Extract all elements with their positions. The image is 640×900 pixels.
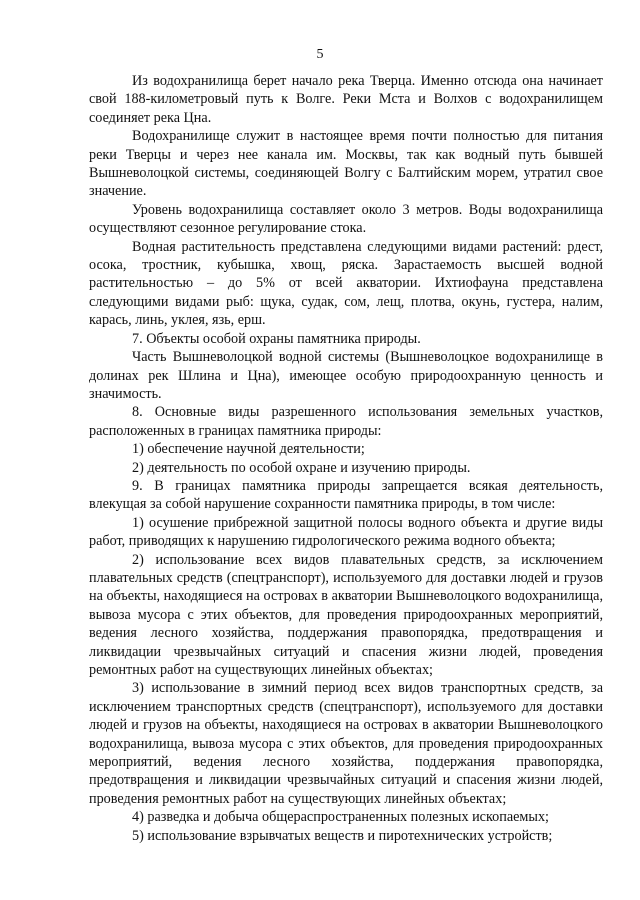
list-item: 2) использование всех видов плавательных средств, за исключением плавательных средств (спецтранспорт), используемого для доставки людей и грузов на объекты, находящиеся на островах в акватории Вышневолоцкого водохранилища, вывоза мусора с этих объектов, для проведения природоохранных мероприятий, ведения лесного хозяйства, поддержания правопорядка, предотвращения и ликвидации чрезвычайных ситуаций и спасения жизни людей, проведения ремонтных работ на существующих линейных объектах; bbox=[89, 551, 603, 678]
section-9-heading: 9. В границах памятника природы запрещается всякая деятельность, влекущая за собой нарушение сохранности памятника природы, в том числе: bbox=[89, 477, 603, 513]
list-item: 5) использование взрывчатых веществ и пиротехнических устройств; bbox=[132, 827, 553, 844]
paragraph-protected-object: Часть Вышневолоцкой водной системы (Вышневолоцкое водохранилище в долинах рек Шлина и Цна), имеющее особую природоохранную ценность и значимость. bbox=[89, 349, 603, 402]
list-item: 1) обеспечение научной деятельности; bbox=[132, 441, 365, 458]
list-item: 1) осушение прибрежной защитной полосы водного объекта и другие виды работ, приводящих к нарушению гидрологического режима водного объекта; bbox=[89, 514, 603, 550]
list-item: 3) использование в зимний период всех видов транспортных средств, за исключением транспортных средств (спецтранспорт), используемого для доставки людей и грузов на объекты, находящиеся на островах в акватории Вышневолоцкого водохранилища, вывоза мусора с этих объектов, для проведения природоохранных мероприятий, ведения лесного хозяйства, поддержания правопорядка, предотвращения и ликвидации чрезвычайных ситуаций и спасения жизни людей, проведения ремонтных работ на существующих линейных объектах; bbox=[89, 680, 603, 807]
document-body bbox=[89, 72, 603, 845]
paragraph-water-level: Уровень водохранилища составляет около 3 метров. Воды водохранилища осуществляют сезонное регулирование стока. bbox=[89, 201, 603, 237]
paragraph-reservoir-purpose: Водохранилище служит в настоящее время почти полностью для питания реки Тверцы и через нее канала им. Москвы, так как водный путь бывшей Вышневолоцкой системы, соединяющей Волгу с Балтийским морем, утратил свое значение. bbox=[89, 128, 603, 200]
paragraph-flora-fauna: Водная растительность представлена следующими видами растений: рдест, осока, тростник, кубышка, хвощ, ряска. Зарастаемость высшей водной растительностью – до 5% от всей акватории. Ихтиофауна представлена следующими видами рыб: щука, судак, сом, лещ, плотва, окунь, густера, налим, карась, линь, уклея, язь, ерш. bbox=[89, 238, 603, 329]
section-7-heading: 7. Объекты особой охраны памятника природы. bbox=[132, 330, 421, 347]
list-item: 4) разведка и добыча общераспространенных полезных ископаемых; bbox=[132, 809, 549, 826]
list-item: 2) деятельность по особой охране и изучению природы. bbox=[132, 459, 471, 476]
paragraph-tvertsa-source: Из водохранилища берет начало река Тверца. Именно отсюда она начинает свой 188-километровый путь к Волге. Реки Мста и Волхов с водохранилищем соединяет река Цна. bbox=[89, 73, 603, 126]
page-number: 5 bbox=[316, 47, 324, 62]
section-8-heading: 8. Основные виды разрешенного использования земельных участков, расположенных в границах памятника природы: bbox=[89, 404, 603, 439]
